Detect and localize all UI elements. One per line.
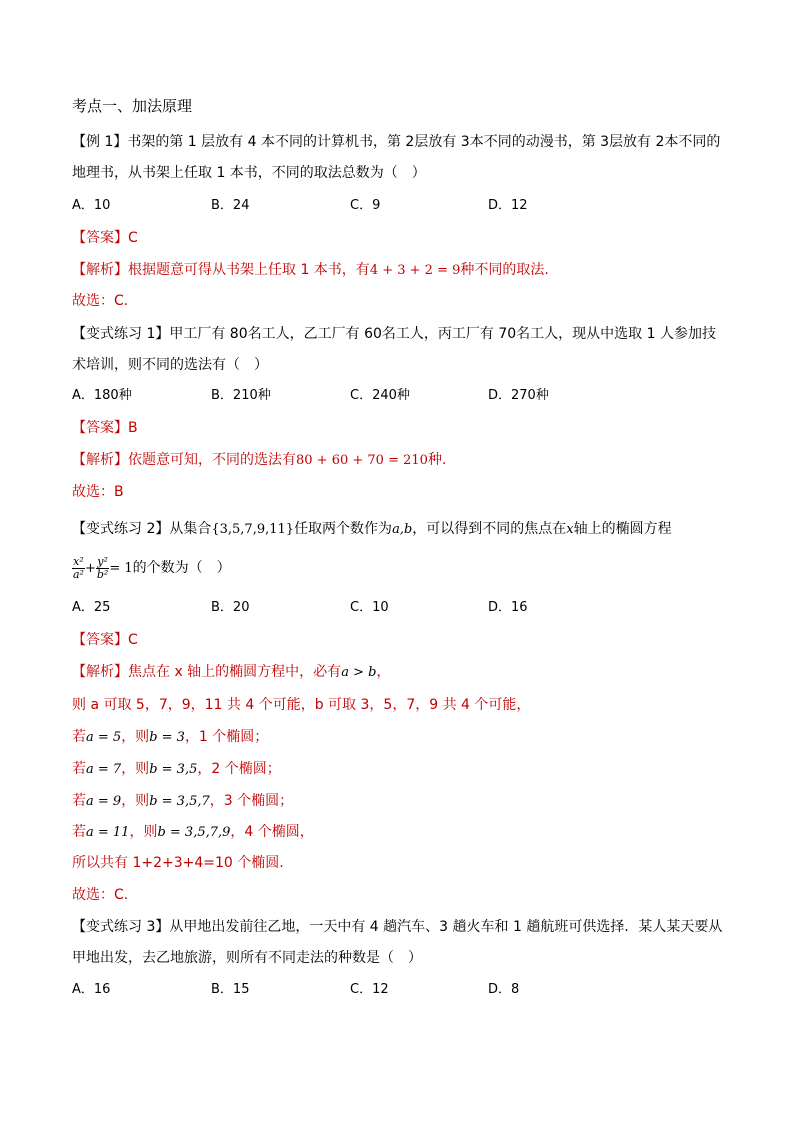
- analysis-step-3: [72, 759, 281, 780]
- step-text: 若: [72, 729, 86, 745]
- analysis-text: 焦点在 x 轴上的椭圆方程中，必有: [128, 664, 342, 680]
- option-b: B．24: [211, 198, 250, 213]
- section-title: 考点一、加法原理: [72, 97, 193, 115]
- variant1-label: 【变式练习 1】: [72, 326, 170, 342]
- option-c: C．240种: [350, 388, 410, 403]
- example1-answer: [72, 228, 138, 248]
- variant2-question-line2: [72, 554, 231, 583]
- option-c: C．12: [350, 982, 389, 997]
- equals-one: = 1: [109, 561, 133, 576]
- example1-text-line1: 书架的第 1 层放有 4 本不同的计算机书，第 2层放有 3本不同的动漫书，第 3层放有 2本不同的: [127, 134, 721, 150]
- option-a: A．10: [72, 198, 111, 213]
- analysis-text-end: ，: [376, 664, 391, 680]
- answer-value: C: [128, 230, 138, 246]
- plus-sign: +: [84, 561, 96, 576]
- answer-label: 【答案】: [72, 632, 128, 648]
- fraction-denominator: a²: [73, 567, 84, 581]
- answer-value: C: [128, 632, 138, 648]
- example1-analysis: [72, 260, 549, 281]
- variant2-text: ，可以得到不同的焦点在: [412, 521, 567, 537]
- analysis-label: 【解析】: [72, 262, 128, 278]
- option-a: A．25: [72, 600, 111, 615]
- analysis-step-5: [72, 822, 314, 843]
- option-b: B．210种: [211, 388, 271, 403]
- fraction-numerator: x²: [73, 554, 84, 568]
- step-formula: b = 3,5,7: [149, 794, 210, 809]
- step-formula: b = 3,5,7,9: [157, 825, 231, 840]
- step-text: 若: [72, 824, 86, 840]
- analysis-text: 根据题意可得从书架上任取 1 本书，有: [128, 262, 370, 278]
- variant3-text-line1: 从甲地出发前往乙地，一天中有 4 趟汽车、3 趟火车和 1 趟航班可供选择．某人某天要从: [169, 919, 723, 935]
- option-b: B．20: [211, 600, 250, 615]
- analysis-text-end: 种不同的取法.: [460, 262, 549, 278]
- variant2-answer: [72, 630, 138, 650]
- analysis-label: 【解析】: [72, 452, 128, 468]
- analysis-step-6: 所以共有 1+2+3+4=10 个椭圆.: [72, 855, 284, 871]
- step-formula: a = 7: [86, 762, 122, 777]
- step-text: ，则: [121, 761, 150, 777]
- analysis-formula: a > b: [341, 665, 377, 680]
- step-text: ，1 个椭圆；: [184, 729, 269, 745]
- analysis-step-4: [72, 791, 293, 812]
- example1-text-line2: 地理书，从书架上任取 1 本书，不同的取法总数为（ ）: [72, 165, 426, 181]
- step-text: ，则: [129, 824, 158, 840]
- variant1-conclusion: 故选：B: [72, 484, 124, 500]
- variant3-question-line1: [72, 917, 722, 937]
- variant3-label: 【变式练习 3】: [72, 919, 170, 935]
- analysis-formula: 4 + 3 + 2 = 9: [369, 263, 461, 278]
- option-a: A．180种: [72, 388, 132, 403]
- option-c: C．10: [350, 600, 389, 615]
- step-text: ，则: [121, 793, 150, 809]
- variables-ab: a,b: [392, 522, 413, 537]
- step-text: ，则: [121, 729, 150, 745]
- analysis-label: 【解析】: [72, 664, 128, 680]
- step-formula: a = 5: [86, 730, 122, 745]
- variant3-options: [72, 980, 632, 1000]
- variant1-question-line1: [72, 324, 716, 344]
- step-text: ，2 个椭圆；: [197, 761, 281, 777]
- analysis-step-1: 则 a 可取 5，7，9，11 共 4 个可能，b 可取 3，5，7，9 共 4 个可能，: [72, 697, 531, 713]
- variant2-conclusion: 故选：C.: [72, 887, 129, 903]
- option-d: D．8: [488, 982, 520, 997]
- example1-options: [72, 196, 632, 216]
- variant2-text: 的个数为（ ）: [132, 560, 231, 576]
- variant1-text-line1: 甲工厂有 80名工人，乙工厂有 60名工人，丙工厂有 70名工人，现从中选取 1 人参加技: [169, 326, 716, 342]
- variant1-text-line2: 术培训，则不同的选法有（ ）: [72, 357, 268, 373]
- option-b: B．15: [211, 982, 250, 997]
- example1-question-line1: [72, 132, 720, 152]
- fraction-y-over-b: [96, 556, 109, 581]
- variant2-text: 任取两个数作为: [294, 521, 393, 537]
- step-text: 若: [72, 793, 86, 809]
- variant2-label: 【变式练习 2】: [72, 521, 170, 537]
- fraction-x-over-a: [72, 556, 85, 581]
- step-text: 若: [72, 761, 86, 777]
- analysis-text-end: 种.: [427, 452, 447, 468]
- step-formula: a = 11: [86, 825, 130, 840]
- analysis-formula: 80 + 60 + 70 = 210: [296, 453, 428, 468]
- step-text: ，4 个椭圆，: [230, 824, 314, 840]
- variant1-answer: [72, 418, 138, 438]
- variant1-options: [72, 386, 632, 406]
- variant1-analysis: [72, 450, 446, 471]
- step-text: ，3 个椭圆；: [209, 793, 294, 809]
- option-d: D．270种: [488, 388, 549, 403]
- x-variable: x: [566, 522, 574, 537]
- step-formula: a = 9: [86, 794, 122, 809]
- example1-conclusion: 故选：C.: [72, 293, 129, 309]
- option-d: D．16: [488, 600, 528, 615]
- variant2-text: 从集合: [169, 521, 212, 537]
- set-notation: {3,5,7,9,11}: [211, 522, 295, 537]
- option-c: C．9: [350, 198, 381, 213]
- variant2-options: [72, 598, 632, 618]
- variant3-text-line2: 甲地出发，去乙地旅游，则所有不同走法的种数是（ ）: [72, 950, 422, 966]
- step-formula: b = 3: [149, 730, 185, 745]
- variant2-analysis: [72, 662, 390, 683]
- answer-label: 【答案】: [72, 420, 128, 436]
- step-formula: b = 3,5: [149, 762, 198, 777]
- analysis-text: 依题意可知，不同的选法有: [128, 452, 296, 468]
- variant2-text: 轴上的椭圆方程: [573, 521, 672, 537]
- variant2-question-line1: [72, 519, 672, 540]
- fraction-denominator: b²: [96, 567, 109, 581]
- answer-value: B: [128, 420, 138, 436]
- fraction-numerator: y²: [97, 554, 108, 568]
- analysis-step-2: [72, 727, 268, 748]
- example1-label: 【例 1】: [72, 134, 128, 150]
- option-a: A．16: [72, 982, 111, 997]
- answer-label: 【答案】: [72, 230, 128, 246]
- option-d: D．12: [488, 198, 528, 213]
